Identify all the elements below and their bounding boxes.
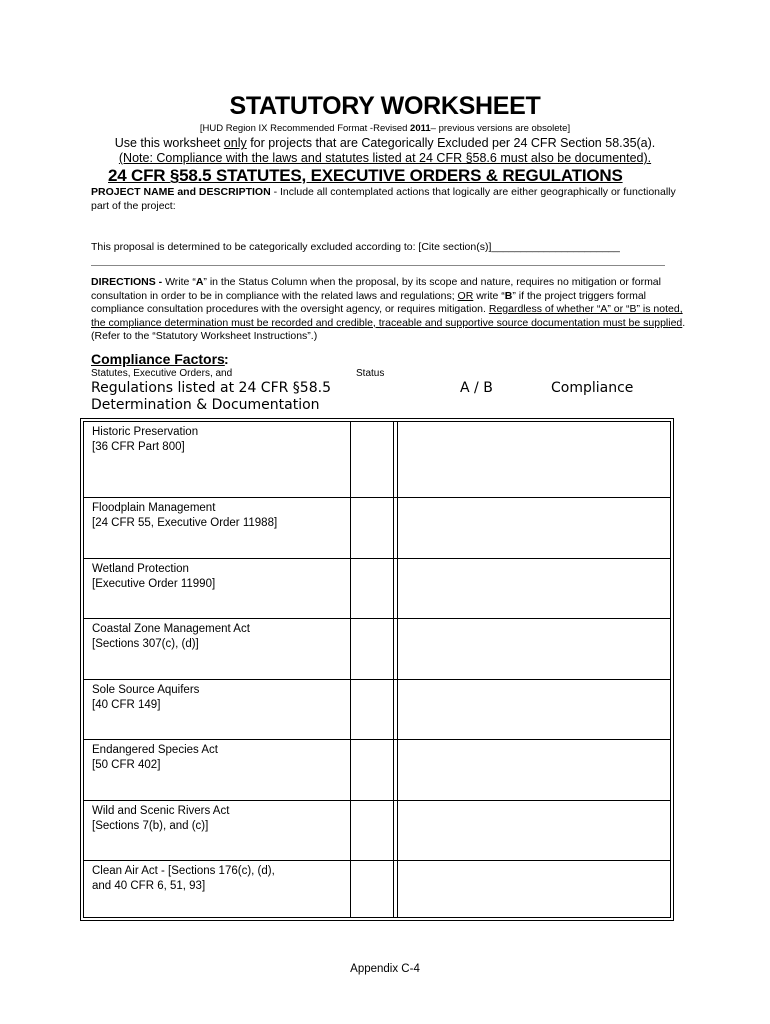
directions-underlined: Regardless of whether “A” or “B” is noted, the compliance determination must be recorded and credible, traceable and supportive source documentation must be supplied (91, 303, 683, 329)
table-row (84, 619, 670, 680)
directions (91, 276, 686, 344)
project-text: - Include all contemplated actions that logically are either geographically or functionally part of the project: (91, 186, 676, 212)
table-row (84, 498, 670, 559)
column-header-determination: Determination & Documentation (91, 397, 320, 413)
usage-after: for projects that are Categorically Excluded per 24 CFR Section 58.35(a). (246, 136, 656, 150)
column-header-compliance: Compliance (551, 380, 634, 396)
directions-a: A (195, 276, 204, 288)
column-divider-status-left (350, 422, 351, 917)
directions-or: OR (457, 289, 474, 302)
compliance-table-inner (83, 421, 671, 918)
usage-before: Use this worksheet (114, 136, 224, 150)
subtitle (0, 123, 770, 134)
column-divider-compliance-left (397, 422, 398, 917)
compliance-factors-heading: Compliance Factors (91, 351, 225, 367)
usage-only: only (223, 136, 247, 150)
directions-label: DIRECTIONS - (91, 276, 163, 288)
row-label: Wetland Protection [Executive Order 11990] (92, 563, 216, 590)
row-label: Sole Source Aquifers [40 CFR 149] (92, 684, 200, 711)
directions-text-3: write “ (473, 289, 505, 302)
table-row (84, 559, 670, 619)
directions-text-1: Write “ (162, 276, 196, 288)
column-header-statutes-small: Statutes, Executive Orders, and (91, 368, 233, 379)
column-header-ab: A / B (460, 380, 493, 396)
row-label: Coastal Zone Management Act [Sections 307(c), (d)] (92, 623, 250, 650)
proposal-line: This proposal is determined to be categorically excluded according to: [Cite section(s)]______________________ (91, 241, 620, 253)
directions-end: . (Refer to the “Statutory Worksheet Instructions”.) (91, 316, 686, 342)
table-row (84, 740, 670, 801)
subtitle-suffix: – previous versions are obsolete] (430, 123, 571, 134)
row-label: Historic Preservation [36 CFR Part 800] (92, 426, 199, 453)
usage-instruction (0, 136, 770, 150)
row-label: Clean Air Act - [Sections 176(c), (d), and 40 CFR 6, 51, 93] (92, 865, 275, 892)
row-label: Wild and Scenic Rivers Act [Sections 7(b), and (c)] (92, 805, 230, 832)
page-footer: Appendix C-4 (350, 963, 420, 975)
table-row (84, 861, 670, 919)
directions-text-2: ” in the Status Column when the proposal, by its scope and nature, requires no mitigation or formal consultation in order to be in compliance with the related laws and regulations; (91, 276, 661, 302)
page-title: STATUTORY WORKSHEET (229, 92, 541, 120)
table-row (84, 680, 670, 740)
column-divider-status-right (393, 422, 394, 917)
row-label: Floodplain Management [24 CFR 55, Executive Order 11988] (92, 502, 278, 529)
column-header-regulations: Regulations listed at 24 CFR §58.5 (91, 380, 331, 396)
project-label: PROJECT NAME and DESCRIPTION (91, 186, 271, 198)
table-row (84, 801, 670, 861)
project-description (91, 186, 681, 213)
column-header-status-small: Status (356, 368, 385, 379)
directions-b: B (504, 289, 513, 302)
subtitle-prefix: [HUD Region IX Recommended Format -Revised (199, 123, 411, 134)
compliance-table (80, 418, 674, 921)
blank-rule (91, 265, 665, 266)
compliance-factors-colon: : (224, 351, 229, 367)
compliance-note: (Note: Compliance with the laws and statutes listed at 24 CFR §58.6 must also be documented). (118, 151, 652, 165)
section-heading: 24 CFR §58.5 STATUTES, EXECUTIVE ORDERS & REGULATIONS (108, 166, 623, 185)
table-row (84, 422, 670, 498)
directions-text-4: ” if the project triggers formal compliance consultation procedures with the oversight agency, or requires mitigation. (91, 289, 647, 315)
subtitle-year: 2011 (410, 123, 431, 134)
row-label: Endangered Species Act [50 CFR 402] (92, 744, 218, 771)
